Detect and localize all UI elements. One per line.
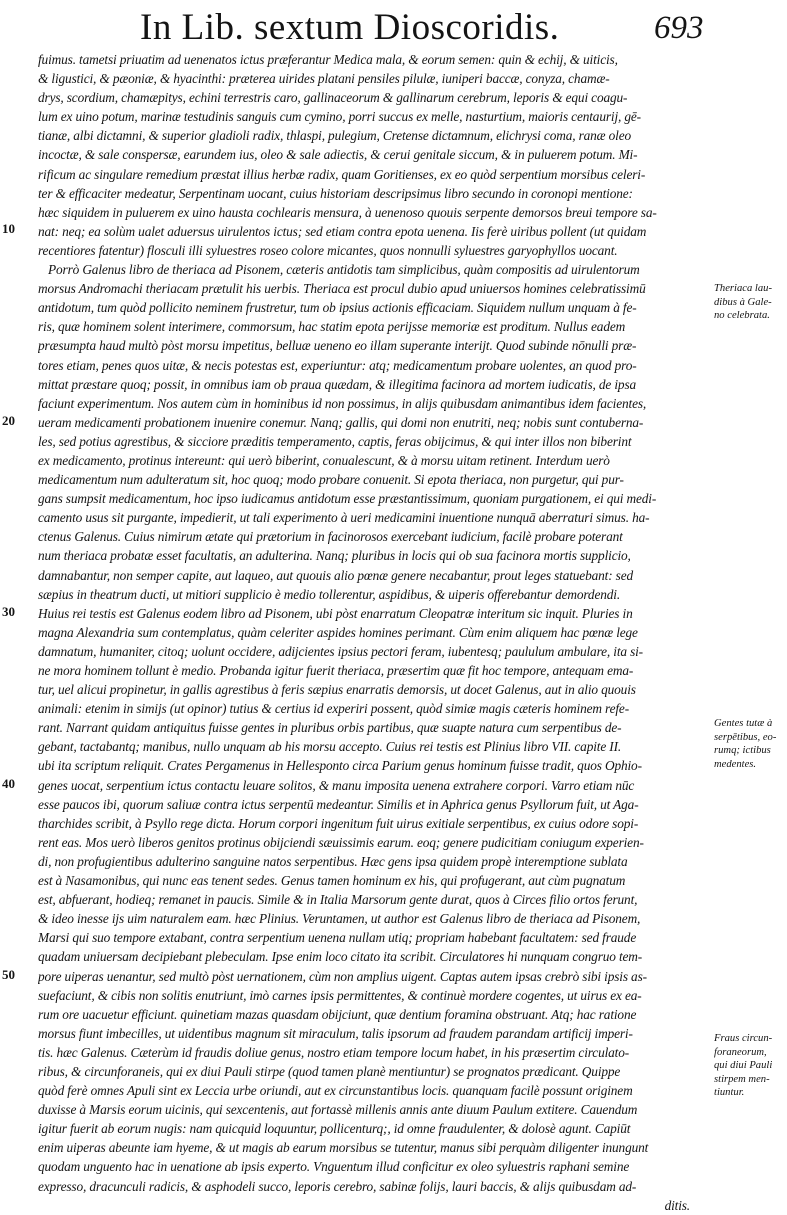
text-line: damnabantur, non semper capite, aut laqueo, aut quouis alio pœnæ genere necabantur, prout leges statuebant: sed bbox=[38, 567, 634, 583]
text-line: genes uocat, serpentium ictus contactu leuare solitos, & manu imposita uenena extrahere corpori. Varro etiam nūc bbox=[38, 777, 635, 793]
text-line: expresso, dracunculi radicis, & asphodeli succo, leporis cerebro, sabinæ folijs, lauri baccis, & alijs quibusdam ad- bbox=[38, 1178, 637, 1194]
text-line: duxisse à Marsis eorum uicinis, qui sexcentenis, aut fortassè millenis annis ante diuum Paulum extitere. Cauendum bbox=[38, 1102, 638, 1118]
text-line: Porrò Galenus libro de theriaca ad Pisonem, cæteris antidotis tam simplicibus, quàm compositis ad uirulentorum bbox=[48, 262, 640, 278]
text-line: num theriaca probatæ esset facultatis, an adulterina. Nanq; pluribus in locis qui ob sua facinora mortis supplicio, bbox=[38, 548, 631, 564]
text-line: damnatum, humaniter, citoq; uolunt occidere, adijcientes ipsius pectori feram, iubentesq; paululum ambulare, ita si- bbox=[38, 643, 643, 659]
text-line: medicamentum num adulteratum sit, hoc quoq; modo probare conuenit. Si epota theriaca, non purgetur, qui pur- bbox=[38, 472, 624, 488]
text-line: enim uiperas abeunte iam hyeme, & ut magis ab earum morsibus se tutentur, manus sibi perquàm diligenter inungunt bbox=[38, 1140, 649, 1156]
text-line: antidotum, tum quòd pollicito neminem frustretur, tum ob ipsius actionis efficaciam. Siquidem nullum unquam à fe- bbox=[38, 300, 637, 316]
text-line: suefaciunt, & cibis non solitis enutriunt, imò carnes ipsis permittentes, & continuè mordere cogentes, ut uirus ex ea- bbox=[38, 987, 642, 1003]
line-number: 10 bbox=[2, 221, 15, 236]
text-line: rent eas. Mos uerò liberos genitos protinus obijciendi sæuissimis earum. eoq; genere pudicitiam coniugum experien- bbox=[38, 834, 644, 850]
text-line: est à Nasamonibus, qui nunc eas tenent sedes. Genus tamen hominum ex his, qui profugerant, aut cùm pugnatum bbox=[38, 873, 626, 889]
marginal-note-line: foraneorum, bbox=[714, 1046, 767, 1058]
text-line: pore uiperas uenantur, sed multò pòst uernationem, cùm non amplius uigent. Captas autem ipsas crebrò sibi ipsis as- bbox=[38, 968, 647, 984]
marginal-note-line: Gentes tutæ à bbox=[714, 718, 773, 729]
marginal-note bbox=[714, 282, 787, 323]
marginal-note-line: Fraus circun- bbox=[714, 1033, 773, 1044]
text-line: quadam uniuersam decipiebant plebeculam. Ipse enim loco citato ita scribit. Circulatores hi nunquam congruo tem- bbox=[38, 949, 643, 965]
text-line: lum ex uino potum, marinæ testudinis sanguis cum cymino, porri succus ex melle, nasturtium, maioris centaurij, gē- bbox=[38, 109, 641, 125]
text-line: esse paucos ibi, quorum saliuæ contra ictus serpentū medeantur. Similis et in Aphrica genus Psyllorum fuit, ut Aga- bbox=[38, 796, 639, 812]
text-line: tis. hæc Galenus. Cæterùm id fraudis doliue genus, nostro etiam tempore locum habet, in his præsertim circulato- bbox=[38, 1044, 630, 1060]
text-line: morsus fiunt imbecilles, ut uidentibus magnum sit miraculum, talis ipsorum ad fraudem parandam artificij imperi- bbox=[38, 1025, 633, 1041]
text-line: rificum ac singulare remedium præstat illius herbæ radix, quam Goritienses, ex eo quòd serpentium morsibus celeri- bbox=[38, 166, 646, 182]
text-line: ditis. bbox=[664, 1197, 690, 1213]
line-number: 20 bbox=[2, 413, 15, 428]
marginal-note-line: qui diui Pauli bbox=[714, 1060, 773, 1071]
text-line: ris, quæ hominem solent interimere, commorsum, hac statim epota perijsse memoriæ est proditum. Nullus eadem bbox=[38, 319, 626, 335]
text-line: nat: neq; ea solùm ualet aduersus uirulentos ictus; sed etiam contra epota uenena. Iis ferè uiribus pollent (ut quidam bbox=[38, 223, 647, 239]
text-line: hæc siquidem in puluerem ex uino hausta cochlearis mensura, à uenenoso quouis serpente demorsos breui tempore sa- bbox=[38, 204, 657, 220]
text-line: tharchides scribit, à Psyllo rege dicta. Horum corpori ingenitum fuit uirus exitiale serpentibus, ex cuius odore sopi- bbox=[38, 815, 639, 831]
page-number: 693 bbox=[654, 10, 704, 46]
text-line: rant. Narrant quidam antiquitus fuisse gentes in pluribus orbis partibus, quæ suapte natura cum serpentibus de- bbox=[38, 720, 622, 736]
text-line: sæpius in theatrum ducti, ut mitiori supplicio è medio tollerentur, aspidibus, & uiperis offerebantur demordendi. bbox=[38, 586, 621, 602]
text-line: incoctæ, & sale conspersæ, earundem ius, oleo & sale adiectis, & cerui genitale siccum, & in puluerem potum. Mi- bbox=[38, 147, 638, 163]
text-line: ex medicamento, protinus intereunt: qui uerò biberint, conualescunt, & à morsu uitam retinent. Interdum uerò bbox=[38, 452, 610, 468]
text-line: Huius rei testis est Galenus eodem libro ad Pisonem, ubi pòst enarratum Cleopatræ interitum sic inquit. Pluries in bbox=[38, 605, 633, 621]
text-line: ter & efficaciter medeatur, Serpentinam uocant, cuius historiam descripsimus libro secundo in coronopi mentione: bbox=[38, 185, 633, 201]
body-text bbox=[38, 50, 710, 1215]
marginal-note-line: Theriaca lau- bbox=[714, 283, 772, 294]
marginal-note-line: stirpem men- bbox=[714, 1073, 770, 1085]
text-line: camento usus sit purgante, impedierit, ut tali experimento à ueri medicamini inuentione nunquā aberraturi simus. ha- bbox=[38, 510, 650, 526]
text-line: di, non profugientibus adulterino sanguine natos serpentibus. Hæc gens ipsa quidem propè interemptione sublata bbox=[38, 853, 628, 869]
text-line: tianæ, albi dictamni, & superior gladioli radix, thlaspi, pulegium, Cretense dictamnum, elichrysi coma, ranæ oleo bbox=[38, 128, 631, 144]
text-line: les, sed potius agrestibus, & sicciore præditis temperamento, captis, feras obijcimus, & qui inter illos non biberint bbox=[38, 433, 632, 449]
text-line: animali: etenim in simijs (ut opinor) tutius & certius id experiri possent, quòd simiæ magis cæteris hominem refe- bbox=[38, 701, 629, 717]
marginal-note-line: dibus à Gale- bbox=[714, 296, 772, 308]
line-number: 30 bbox=[2, 604, 15, 619]
running-title: In Lib. sextum Dioscoridis. bbox=[140, 7, 560, 48]
marginal-note-line: rumq; ictibus bbox=[714, 745, 771, 756]
text-line: est, abfuerant, hodieq; remanet in paucis. Simile & in Italia Marsorum gente durat, quos à Circes filio ortos ferunt, bbox=[38, 892, 638, 908]
text-line: rum ore uacuetur efficiunt. quinetiam mazas quasdam obijciunt, quæ dentium foramina obstruant. Atq; hac ratione bbox=[38, 1006, 637, 1022]
text-line: mittat præstare quoq; possit, in omnibus iam ob praua quædam, & illegitima facinora ad mortem iudicatis, de ipsa bbox=[38, 376, 637, 392]
text-line: gebant, tactabantq; manibus, nullo unquam ab his morsu accepto. Cuius rei testis est Plinius libro VII. capite II. bbox=[38, 739, 622, 755]
marginal-note-line: medentes. bbox=[714, 758, 757, 770]
marginal-note bbox=[714, 1032, 787, 1100]
text-line: præsumpta haud multò pòst morsu impetitus, belluæ ueneno eo illam superante interijt. Quod subinde nōnulli præ- bbox=[38, 338, 637, 354]
text-line: ubi ita scriptum reliquit. Crates Pergamenus in Hellesponto circa Parium genus hominum fuisse tradit, quos Ophio- bbox=[38, 758, 642, 774]
text-line: ribus, & circunforaneis, qui ex diui Pauli stirpe (quod tamen planè mentiuntur) se prognatos prædicant. Quippe bbox=[38, 1063, 621, 1079]
text-line: magna Alexandria sum contemplatus, quàm celeriter aspides homines perimant. Cùm enim aliquem hac pœnæ lege bbox=[38, 624, 638, 640]
text-line: ueram medicamenti probationem inuenire conemur. Nanq; gallis, qui domi non enutriti, neq; nobis sunt contuberna- bbox=[38, 414, 644, 430]
text-line: igitur fuerit ab eorum nugis: nam quicquid loquuntur, pollicenturq;, id omne fraudulenter, & dolosè agunt. Capiūt bbox=[38, 1121, 631, 1137]
text-line: drys, scordium, chamæpitys, echini terrestris caro, gallinaceorum & gallinarum cerebrum, leporis & equi coagu- bbox=[38, 90, 628, 106]
text-line: ne mora hominem tollunt è medio. Probanda igitur fuerit theriaca, præsertim quæ fit hoc tempore, antequam ema- bbox=[38, 663, 634, 678]
text-line: gans sumpsit medicamentum, hoc ipso iudicamus antidotum esse præstantissimum, quoniam purgationem, ei qui medi- bbox=[38, 491, 657, 507]
text-line: faciunt experimentum. Nos autem cùm in hominibus id non possimus, in alijs quibusdam animantibus idem facientes, bbox=[38, 395, 647, 411]
line-number: 40 bbox=[2, 776, 15, 791]
text-line: tur, uel alicui propinetur, in gallis agrestibus à feris sæpius enarratis demorsis, ut docet Galenus, aut in alio quouis bbox=[38, 682, 636, 698]
marginal-note-line: tiuntur. bbox=[714, 1087, 745, 1098]
marginal-note-line: no celebrata. bbox=[714, 310, 770, 321]
marginal-note-line: serpētibus, eo- bbox=[714, 731, 777, 743]
page-header bbox=[0, 2, 787, 48]
text-line: quòd ferè omnes Apuli sint ex Leccia urbe oriundi, aut ex circunstantibus locis. quanquam facilè possunt originem bbox=[38, 1083, 633, 1099]
text-line: morsus Andromachi theriacam prætulit his uerbis. Theriaca est procul dubio apud uniuersos homines celebratissimū bbox=[38, 281, 646, 297]
text-line: & ideo inesse ijs uim naturalem eam. hæc Plinius. Veruntamen, ut author est Galenus libro de theriaca ad Pisonem, bbox=[38, 911, 641, 927]
text-line: ctenus Galenus. Cuius nimirum ætate qui prætorium in facinorosos exercebant iudicium, facilè probare poterant bbox=[38, 529, 623, 545]
text-line: fuimus. tametsi priuatim ad uenenatos ictus præferantur Medica mala, & eorum semen: quin & echij, & uiticis, bbox=[38, 52, 618, 67]
text-line: tores etiam, penes quos uitæ, & necis potestas est, experiuntur: atq; medicamentum probare uolentes, an quod pro- bbox=[38, 357, 637, 373]
text-line: & ligustici, & pæoniæ, & hyacinthi: præterea uirides platani pensiles pilulæ, iuniperi baccæ, conyza, chamæ- bbox=[38, 71, 610, 87]
text-line: Marsi qui suo tempore extabant, contra serpentium uenena nullam utiq; propriam habebant facultatem: sed fraude bbox=[38, 930, 637, 946]
line-number: 50 bbox=[2, 967, 15, 982]
marginal-note bbox=[714, 717, 787, 771]
text-line: recentiores fatentur) flosculi illi syluestres roseo colore micantes, quos nonnulli syluestres garyophyllos uocant. bbox=[38, 242, 618, 258]
text-line: quodam unguento hac in uenatione ab ipsis experto. Vnguentum illud conficitur ex oleo syluestris raphani semine bbox=[38, 1159, 630, 1175]
